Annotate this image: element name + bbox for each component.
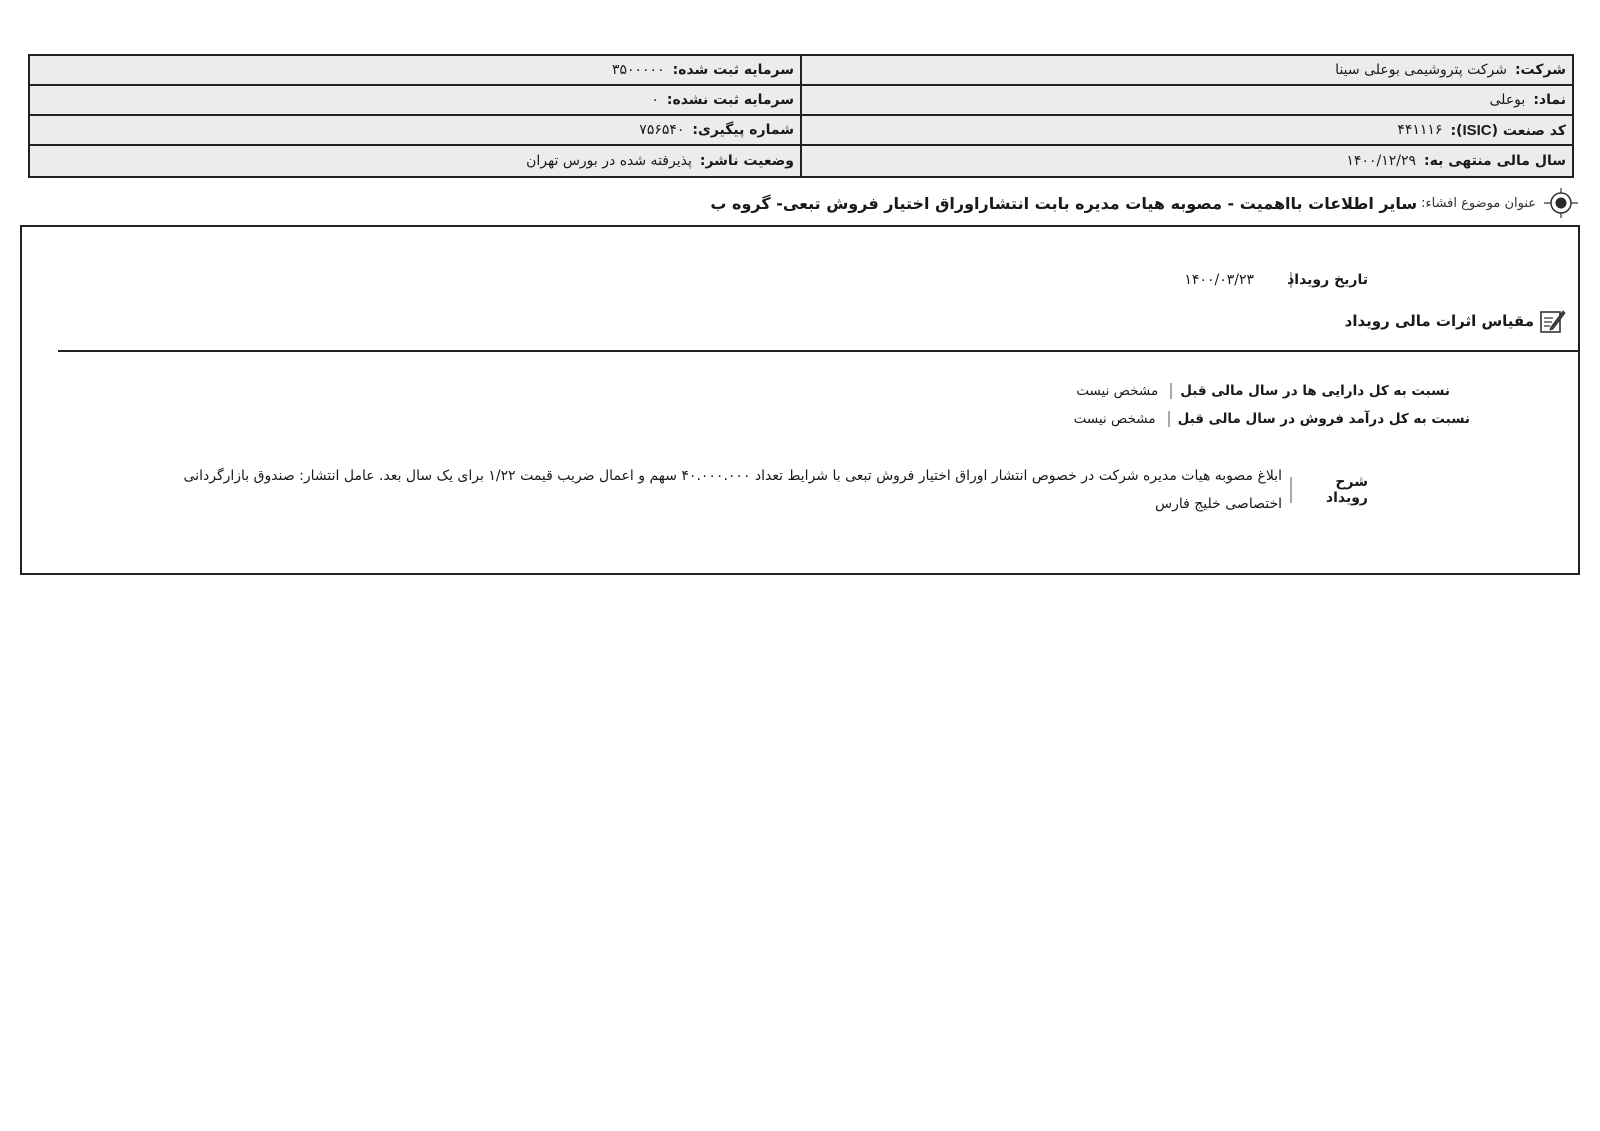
target-bullet-icon (1544, 188, 1578, 218)
publisher-status-cell (30, 146, 800, 176)
isic-label (1450, 122, 1566, 139)
isic-label-prefix: کد صنعت ( (1491, 122, 1566, 139)
revenue-ratio-label: نسبت به کل درآمد فروش در سال مالی قبل (1168, 411, 1470, 427)
event-description-label: شرح رویداد (1290, 477, 1368, 503)
event-details-box (20, 225, 1580, 575)
symbol-value: بوعلی (1489, 92, 1526, 108)
company-label: شرکت: (1514, 62, 1566, 78)
tracking-number-cell (30, 116, 800, 144)
fiscal-year-value: ۱۴۰۰/۱۲/۲۹ (1346, 153, 1416, 169)
event-description-text: ابلاغ مصوبه هیات مدیره شرکت در خصوص انتشار اوراق اختیار فروش تبعی با شرایط تعداد ۴۰.۰۰۰.۰۰۰ سهم و اعمال ضریب قیمت ۱/۲۲ برای یک سال بعد. عامل انتشار: صندوق بازارگردانی اختصاصی خلیج فارس (183, 468, 1282, 512)
company-value: شرکت پتروشیمی بوعلی سینا (1335, 62, 1507, 78)
info-row-symbol (30, 86, 1572, 116)
fiscal-year-label: سال مالی منتهی به: (1424, 153, 1566, 169)
event-description-row (152, 462, 1368, 518)
event-date-value: ۱۴۰۰/۰۳/۲۳ (1184, 272, 1254, 288)
company-cell (800, 56, 1572, 84)
publisher-status-value: پذیرفته شده در بورس تهران (526, 153, 692, 169)
isic-label-code: ISIC (1462, 121, 1492, 139)
symbol-label: نماد: (1533, 92, 1566, 108)
registered-capital-label: سرمایه ثبت شده: (672, 62, 794, 78)
assets-ratio-value: مشخص نیست (1076, 383, 1159, 399)
unregistered-capital-cell (30, 86, 800, 114)
unregistered-capital-value: ۰ (651, 92, 659, 108)
info-row-isic (30, 116, 1572, 146)
revenue-ratio-row (1074, 407, 1470, 431)
event-date-label: تاریخ رویداد (1287, 272, 1368, 288)
info-row-company (30, 56, 1572, 86)
isic-cell (800, 116, 1572, 144)
company-info-table (28, 54, 1574, 178)
symbol-cell (800, 86, 1572, 114)
subject-label: عنوان موضوع افشاء: (1421, 195, 1536, 211)
tracking-number-value: ۷۵۶۵۴۰ (639, 122, 685, 138)
info-row-fiscal-year (30, 146, 1572, 176)
event-date-row (1184, 267, 1368, 293)
edit-document-icon (1538, 307, 1566, 335)
subject-title: سایر اطلاعات بااهمیت - مصوبه هیات مدیره بابت انتشاراوراق اختیار فروش تبعی- گروه ب (710, 193, 1418, 213)
registered-capital-value: ۳۵۰۰۰۰۰ (611, 62, 665, 78)
disclosure-subject (710, 188, 1578, 218)
publisher-status-label: وضعیت ناشر: (699, 153, 794, 169)
financial-impact-header (1345, 307, 1566, 335)
section-divider (58, 350, 1578, 352)
assets-ratio-row (1076, 379, 1450, 403)
registered-capital-cell (30, 56, 800, 84)
assets-ratio-label: نسبت به کل دارایی ها در سال مالی قبل (1170, 383, 1450, 399)
financial-impact-title: مقیاس اثرات مالی رویداد (1344, 312, 1534, 330)
tracking-number-label: شماره پیگیری: (692, 122, 794, 138)
revenue-ratio-value: مشخص نیست (1073, 411, 1156, 427)
isic-value: ۴۴۱۱۱۶ (1397, 122, 1443, 138)
isic-label-suffix: ): (1450, 122, 1463, 139)
unregistered-capital-label: سرمایه ثبت نشده: (666, 92, 794, 108)
fiscal-year-cell (800, 146, 1572, 176)
